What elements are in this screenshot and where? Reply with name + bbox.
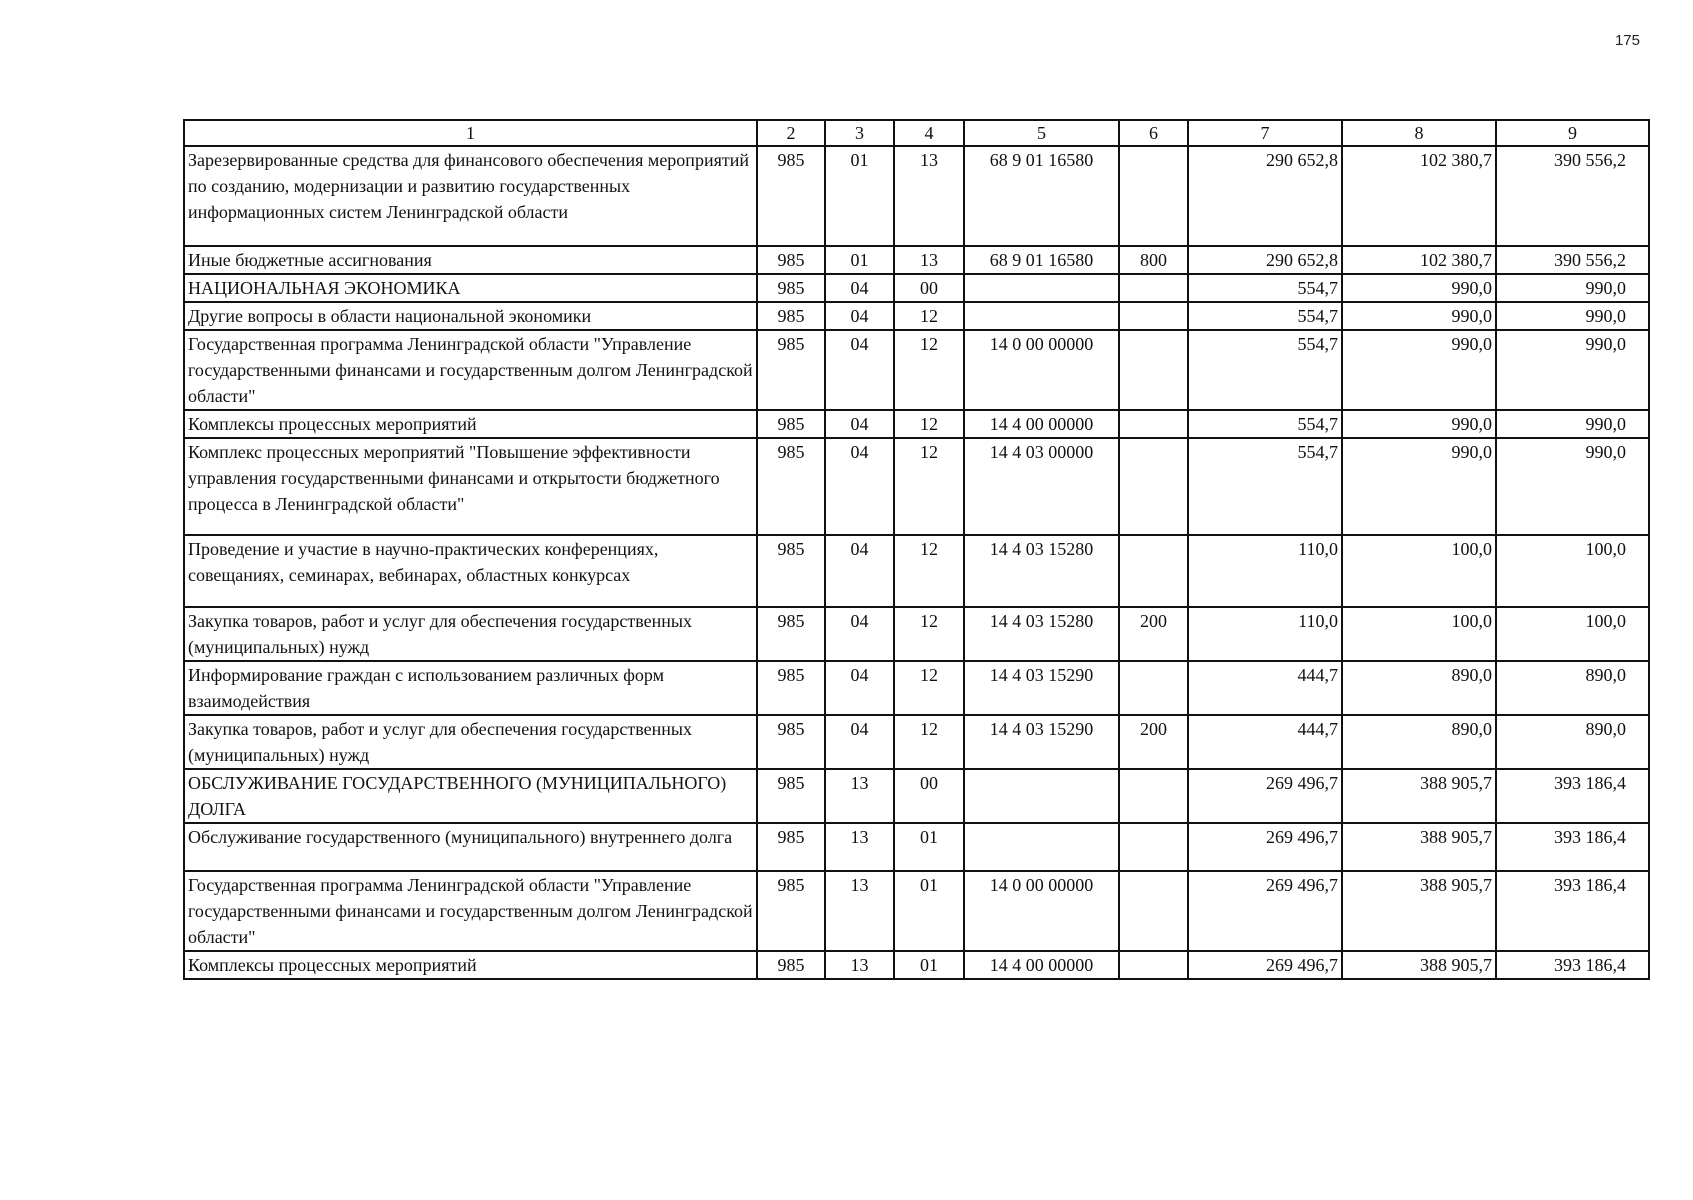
row-code-3-cell: 04 bbox=[825, 330, 894, 410]
row-amount-9-cell: 393 186,4 bbox=[1496, 769, 1649, 823]
table-row bbox=[184, 330, 1649, 410]
row-code-4-cell: 01 bbox=[894, 871, 964, 951]
row-name-cell: Комплексы процессных мероприятий bbox=[184, 951, 757, 979]
row-amount-7-cell: 444,7 bbox=[1188, 715, 1342, 769]
table-row bbox=[184, 607, 1649, 661]
row-code-2-cell: 985 bbox=[757, 951, 825, 979]
row-code-4-cell: 00 bbox=[894, 274, 964, 302]
row-code-3-cell: 04 bbox=[825, 438, 894, 535]
row-code-5-cell: 14 4 03 15290 bbox=[964, 715, 1119, 769]
row-amount-7-cell: 554,7 bbox=[1188, 274, 1342, 302]
row-amount-7-cell: 554,7 bbox=[1188, 330, 1342, 410]
table-row bbox=[184, 769, 1649, 823]
row-amount-8-cell: 990,0 bbox=[1342, 330, 1496, 410]
row-code-5-cell: 14 4 03 00000 bbox=[964, 438, 1119, 535]
row-amount-7-cell: 269 496,7 bbox=[1188, 823, 1342, 871]
row-code-6-cell bbox=[1119, 274, 1188, 302]
row-code-6-cell bbox=[1119, 823, 1188, 871]
row-code-3-cell: 13 bbox=[825, 769, 894, 823]
row-code-5-cell: 14 0 00 00000 bbox=[964, 330, 1119, 410]
row-code-4-cell: 00 bbox=[894, 769, 964, 823]
row-name-cell: Государственная программа Ленинградской области "Управление государственными финансами и государственным долгом Ленинградской области" bbox=[184, 871, 757, 951]
row-code-6-cell: 800 bbox=[1119, 246, 1188, 274]
row-name-cell: Проведение и участие в научно-практических конференциях, совещаниях, семинарах, вебинарах, областных конкурсах bbox=[184, 535, 757, 607]
row-code-4-cell: 12 bbox=[894, 535, 964, 607]
row-code-3-cell: 04 bbox=[825, 410, 894, 438]
table-row bbox=[184, 302, 1649, 330]
row-name-cell: Закупка товаров, работ и услуг для обеспечения государственных (муниципальных) нужд bbox=[184, 607, 757, 661]
row-amount-9-cell: 990,0 bbox=[1496, 274, 1649, 302]
column-header: 5 bbox=[964, 120, 1119, 146]
row-code-6-cell bbox=[1119, 410, 1188, 438]
row-code-6-cell bbox=[1119, 661, 1188, 715]
row-code-4-cell: 12 bbox=[894, 607, 964, 661]
row-code-2-cell: 985 bbox=[757, 246, 825, 274]
row-code-6-cell bbox=[1119, 302, 1188, 330]
row-code-2-cell: 985 bbox=[757, 661, 825, 715]
table-row bbox=[184, 274, 1649, 302]
row-code-5-cell: 68 9 01 16580 bbox=[964, 146, 1119, 246]
row-code-6-cell bbox=[1119, 871, 1188, 951]
row-amount-7-cell: 554,7 bbox=[1188, 302, 1342, 330]
row-amount-9-cell: 990,0 bbox=[1496, 410, 1649, 438]
row-amount-8-cell: 990,0 bbox=[1342, 410, 1496, 438]
row-code-3-cell: 04 bbox=[825, 661, 894, 715]
row-code-5-cell bbox=[964, 823, 1119, 871]
column-header: 1 bbox=[184, 120, 757, 146]
row-code-3-cell: 04 bbox=[825, 535, 894, 607]
table-row bbox=[184, 871, 1649, 951]
row-code-4-cell: 12 bbox=[894, 302, 964, 330]
row-amount-9-cell: 100,0 bbox=[1496, 535, 1649, 607]
row-amount-9-cell: 890,0 bbox=[1496, 661, 1649, 715]
row-code-6-cell bbox=[1119, 769, 1188, 823]
row-amount-8-cell: 102 380,7 bbox=[1342, 246, 1496, 274]
row-amount-7-cell: 554,7 bbox=[1188, 438, 1342, 535]
table-body bbox=[184, 146, 1649, 979]
row-code-2-cell: 985 bbox=[757, 769, 825, 823]
row-code-3-cell: 04 bbox=[825, 302, 894, 330]
row-amount-8-cell: 102 380,7 bbox=[1342, 146, 1496, 246]
row-code-6-cell: 200 bbox=[1119, 607, 1188, 661]
row-amount-9-cell: 990,0 bbox=[1496, 302, 1649, 330]
row-code-2-cell: 985 bbox=[757, 330, 825, 410]
row-code-6-cell bbox=[1119, 330, 1188, 410]
row-code-5-cell bbox=[964, 274, 1119, 302]
row-code-2-cell: 985 bbox=[757, 823, 825, 871]
row-code-5-cell: 14 4 03 15280 bbox=[964, 607, 1119, 661]
row-amount-7-cell: 554,7 bbox=[1188, 410, 1342, 438]
row-code-5-cell: 14 4 03 15280 bbox=[964, 535, 1119, 607]
table-row bbox=[184, 715, 1649, 769]
table-header-row bbox=[184, 120, 1649, 146]
row-amount-9-cell: 890,0 bbox=[1496, 715, 1649, 769]
row-amount-8-cell: 388 905,7 bbox=[1342, 951, 1496, 979]
row-code-3-cell: 04 bbox=[825, 607, 894, 661]
row-code-2-cell: 985 bbox=[757, 146, 825, 246]
row-code-4-cell: 12 bbox=[894, 661, 964, 715]
row-amount-7-cell: 290 652,8 bbox=[1188, 246, 1342, 274]
row-name-cell: Комплекс процессных мероприятий "Повышение эффективности управления государственными финансами и открытости бюджетного процесса в Ленинградской области" bbox=[184, 438, 757, 535]
page-number: 175 bbox=[1614, 32, 1640, 49]
row-code-3-cell: 04 bbox=[825, 715, 894, 769]
row-code-6-cell: 200 bbox=[1119, 715, 1188, 769]
row-amount-7-cell: 110,0 bbox=[1188, 607, 1342, 661]
row-code-2-cell: 985 bbox=[757, 535, 825, 607]
column-header: 7 bbox=[1188, 120, 1342, 146]
row-amount-8-cell: 388 905,7 bbox=[1342, 769, 1496, 823]
row-code-6-cell bbox=[1119, 438, 1188, 535]
row-amount-8-cell: 388 905,7 bbox=[1342, 871, 1496, 951]
row-name-cell: ОБСЛУЖИВАНИЕ ГОСУДАРСТВЕННОГО (МУНИЦИПАЛЬНОГО) ДОЛГА bbox=[184, 769, 757, 823]
row-code-3-cell: 13 bbox=[825, 951, 894, 979]
row-name-cell: Иные бюджетные ассигнования bbox=[184, 246, 757, 274]
row-name-cell: НАЦИОНАЛЬНАЯ ЭКОНОМИКА bbox=[184, 274, 757, 302]
row-amount-9-cell: 393 186,4 bbox=[1496, 871, 1649, 951]
row-code-4-cell: 01 bbox=[894, 823, 964, 871]
column-header: 8 bbox=[1342, 120, 1496, 146]
column-header: 4 bbox=[894, 120, 964, 146]
row-amount-9-cell: 390 556,2 bbox=[1496, 246, 1649, 274]
row-name-cell: Комплексы процессных мероприятий bbox=[184, 410, 757, 438]
row-code-2-cell: 985 bbox=[757, 410, 825, 438]
row-code-6-cell bbox=[1119, 535, 1188, 607]
table-row bbox=[184, 246, 1649, 274]
row-amount-8-cell: 990,0 bbox=[1342, 438, 1496, 535]
row-amount-7-cell: 269 496,7 bbox=[1188, 769, 1342, 823]
row-amount-8-cell: 990,0 bbox=[1342, 302, 1496, 330]
row-amount-9-cell: 393 186,4 bbox=[1496, 823, 1649, 871]
budget-table bbox=[183, 119, 1650, 980]
row-code-5-cell: 14 4 03 15290 bbox=[964, 661, 1119, 715]
row-amount-7-cell: 269 496,7 bbox=[1188, 871, 1342, 951]
row-amount-9-cell: 990,0 bbox=[1496, 438, 1649, 535]
row-name-cell: Другие вопросы в области национальной экономики bbox=[184, 302, 757, 330]
row-code-4-cell: 12 bbox=[894, 438, 964, 535]
row-name-cell: Информирование граждан с использованием различных форм взаимодействия bbox=[184, 661, 757, 715]
row-code-4-cell: 12 bbox=[894, 410, 964, 438]
row-code-3-cell: 04 bbox=[825, 274, 894, 302]
row-code-2-cell: 985 bbox=[757, 715, 825, 769]
row-amount-8-cell: 388 905,7 bbox=[1342, 823, 1496, 871]
row-name-cell: Обслуживание государственного (муниципального) внутреннего долга bbox=[184, 823, 757, 871]
row-code-6-cell bbox=[1119, 951, 1188, 979]
row-amount-7-cell: 290 652,8 bbox=[1188, 146, 1342, 246]
row-amount-8-cell: 890,0 bbox=[1342, 715, 1496, 769]
row-code-3-cell: 13 bbox=[825, 871, 894, 951]
row-name-cell: Закупка товаров, работ и услуг для обеспечения государственных (муниципальных) нужд bbox=[184, 715, 757, 769]
row-code-4-cell: 01 bbox=[894, 951, 964, 979]
row-amount-8-cell: 990,0 bbox=[1342, 274, 1496, 302]
table-row bbox=[184, 661, 1649, 715]
row-code-4-cell: 12 bbox=[894, 715, 964, 769]
row-amount-7-cell: 269 496,7 bbox=[1188, 951, 1342, 979]
row-amount-9-cell: 990,0 bbox=[1496, 330, 1649, 410]
row-amount-9-cell: 100,0 bbox=[1496, 607, 1649, 661]
row-code-2-cell: 985 bbox=[757, 871, 825, 951]
row-name-cell: Государственная программа Ленинградской области "Управление государственными финансами и государственным долгом Ленинградской области" bbox=[184, 330, 757, 410]
row-code-2-cell: 985 bbox=[757, 274, 825, 302]
row-code-5-cell: 14 0 00 00000 bbox=[964, 871, 1119, 951]
table-row bbox=[184, 951, 1649, 979]
column-header: 3 bbox=[825, 120, 894, 146]
column-header: 6 bbox=[1119, 120, 1188, 146]
row-code-6-cell bbox=[1119, 146, 1188, 246]
row-code-4-cell: 13 bbox=[894, 246, 964, 274]
row-code-2-cell: 985 bbox=[757, 438, 825, 535]
row-code-5-cell: 14 4 00 00000 bbox=[964, 951, 1119, 979]
table-row bbox=[184, 146, 1649, 246]
row-code-2-cell: 985 bbox=[757, 607, 825, 661]
row-amount-8-cell: 100,0 bbox=[1342, 607, 1496, 661]
row-amount-7-cell: 444,7 bbox=[1188, 661, 1342, 715]
column-header: 9 bbox=[1496, 120, 1649, 146]
row-code-5-cell bbox=[964, 302, 1119, 330]
row-code-5-cell bbox=[964, 769, 1119, 823]
row-code-5-cell: 68 9 01 16580 bbox=[964, 246, 1119, 274]
row-code-3-cell: 13 bbox=[825, 823, 894, 871]
row-code-3-cell: 01 bbox=[825, 146, 894, 246]
row-code-2-cell: 985 bbox=[757, 302, 825, 330]
table-row bbox=[184, 823, 1649, 871]
row-name-cell: Зарезервированные средства для финансового обеспечения мероприятий по созданию, модернизации и развитию государственных информационных систем Ленинградской области bbox=[184, 146, 757, 246]
table-row bbox=[184, 535, 1649, 607]
table-row bbox=[184, 438, 1649, 535]
row-code-3-cell: 01 bbox=[825, 246, 894, 274]
row-amount-8-cell: 100,0 bbox=[1342, 535, 1496, 607]
row-code-5-cell: 14 4 00 00000 bbox=[964, 410, 1119, 438]
row-amount-9-cell: 390 556,2 bbox=[1496, 146, 1649, 246]
row-amount-7-cell: 110,0 bbox=[1188, 535, 1342, 607]
row-code-4-cell: 12 bbox=[894, 330, 964, 410]
row-code-4-cell: 13 bbox=[894, 146, 964, 246]
row-amount-9-cell: 393 186,4 bbox=[1496, 951, 1649, 979]
table-row bbox=[184, 410, 1649, 438]
column-header: 2 bbox=[757, 120, 825, 146]
row-amount-8-cell: 890,0 bbox=[1342, 661, 1496, 715]
